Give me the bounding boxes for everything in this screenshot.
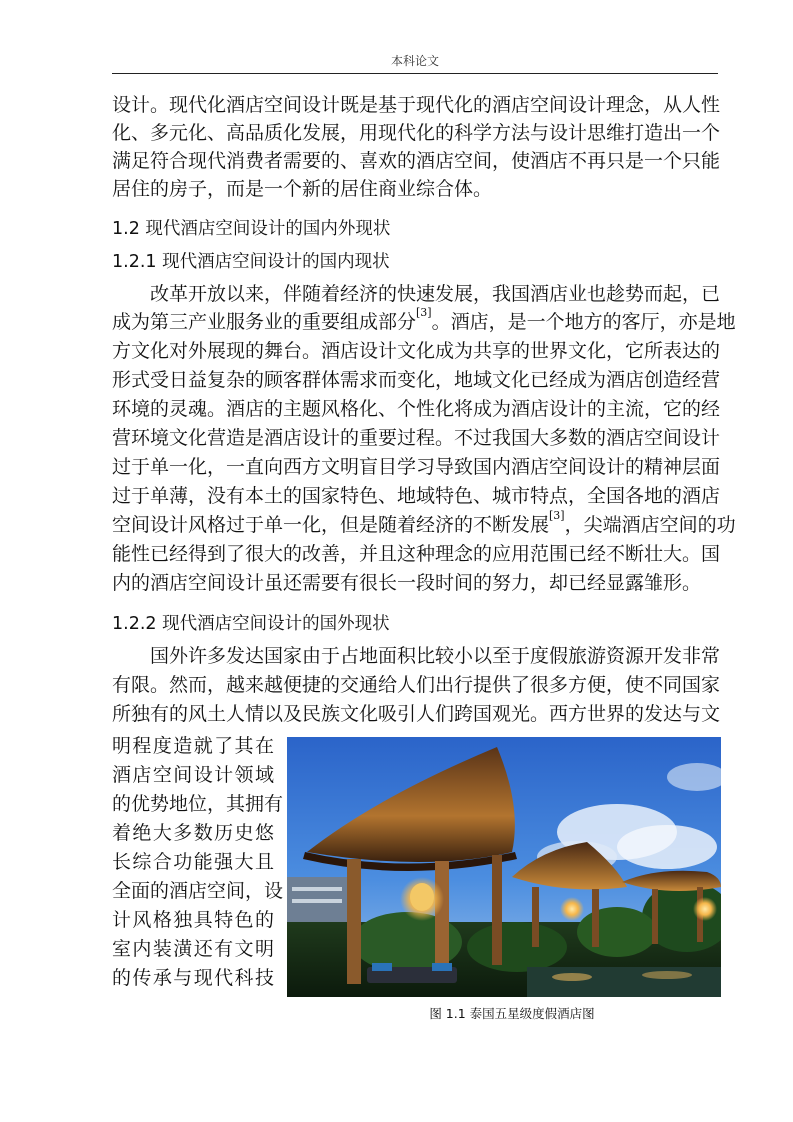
- body-line: 形式受日益复杂的顾客群体需求而变化，地域文化已经成为酒店创造经营: [112, 369, 721, 391]
- body-text: 空间设计风格过于单一化，但是随着经济的不断发展: [112, 514, 550, 536]
- body-line-with-citation: [112, 306, 736, 335]
- body-line: 有限。然而，越来越便捷的交通给人们出行提供了很多方便，使不同国家: [112, 674, 721, 696]
- body-line-with-citation: [112, 509, 736, 538]
- body-line: 改革开放以来，伴随着经济的快速发展，我国酒店业也趁势而起，已: [150, 283, 721, 305]
- intro-line: 居住的房子，而是一个新的居住商业综合体。: [112, 178, 493, 200]
- citation: [3]: [416, 306, 432, 319]
- wrapped-line: 全面的酒店空间，设: [112, 880, 284, 902]
- wrapped-line: 长综合功能强大且: [112, 851, 274, 873]
- intro-line: 设计。现代化酒店空间设计既是基于现代化的酒店空间设计理念，从人性: [112, 94, 721, 116]
- wrapped-line: 的传承与现代科技: [112, 967, 274, 989]
- intro-line: 满足符合现代消费者需要的、喜欢的酒店空间，使酒店不再只是一个只能: [112, 150, 721, 172]
- body-line: 内的酒店空间设计虽还需要有很长一段时间的努力，却已经显露雏形。: [112, 572, 702, 594]
- body-line: 营环境文化营造是酒店设计的重要过程。不过我国大多数的酒店空间设计: [112, 427, 721, 449]
- body-line: 过于单薄，没有本土的国家特色、地域特色、城市特点，全国各地的酒店: [112, 485, 721, 507]
- citation: [3]: [549, 509, 565, 522]
- section-heading-1-2-2: 1.2.2 现代酒店空间设计的国外现状: [112, 614, 390, 634]
- body-line: 所独有的风土人情以及民族文化吸引人们跨国观光。西方世界的发达与文: [112, 703, 721, 725]
- wrapped-line: 室内装潢还有文明: [112, 938, 274, 960]
- intro-line: 化、多元化、高品质化发展，用现代化的科学方法与设计思维打造出一个: [112, 122, 721, 144]
- body-text: 。酒店，是一个地方的客厅，亦是地: [431, 311, 736, 333]
- body-line: 过于单一化，一直向西方文明盲目学习导致国内酒店空间设计的精神层面: [112, 456, 721, 478]
- wrapped-line: 着绝大多数历史悠: [112, 822, 274, 844]
- section-heading-1-2-1: 1.2.1 现代酒店空间设计的国内现状: [112, 252, 390, 272]
- wrapped-line: 计风格独具特色的: [112, 909, 274, 931]
- section-heading-1-2: 1.2 现代酒店空间设计的国内外现状: [112, 219, 391, 239]
- hotel-photo-illustration: [287, 737, 721, 997]
- header-rule: [112, 73, 718, 74]
- body-line: 能性已经得到了很大的改善，并且这种理念的应用范围已经不断壮大。国: [112, 543, 721, 565]
- wrapped-line: 酒店空间设计领域: [112, 764, 274, 786]
- body-text: ，尖端酒店空间的功: [564, 514, 736, 536]
- page-header: 本科论文: [390, 54, 439, 68]
- body-line: 环境的灵魂。酒店的主题风格化、个性化将成为酒店设计的主流，它的经: [112, 398, 721, 420]
- figure-caption: 图 1.1 泰国五星级度假酒店图: [429, 1006, 595, 1021]
- body-line: 方文化对外展现的舞台。酒店设计文化成为共享的世界文化，它所表达的: [112, 340, 721, 362]
- wrapped-line: 的优势地位，其拥有: [112, 793, 284, 815]
- body-text: 成为第三产业服务业的重要组成部分: [112, 311, 417, 333]
- wrapped-line: 明程度造就了其在: [112, 735, 274, 757]
- hotel-photo: [287, 737, 721, 997]
- body-line: 国外许多发达国家由于占地面积比较小以至于度假旅游资源开发非常: [150, 645, 721, 667]
